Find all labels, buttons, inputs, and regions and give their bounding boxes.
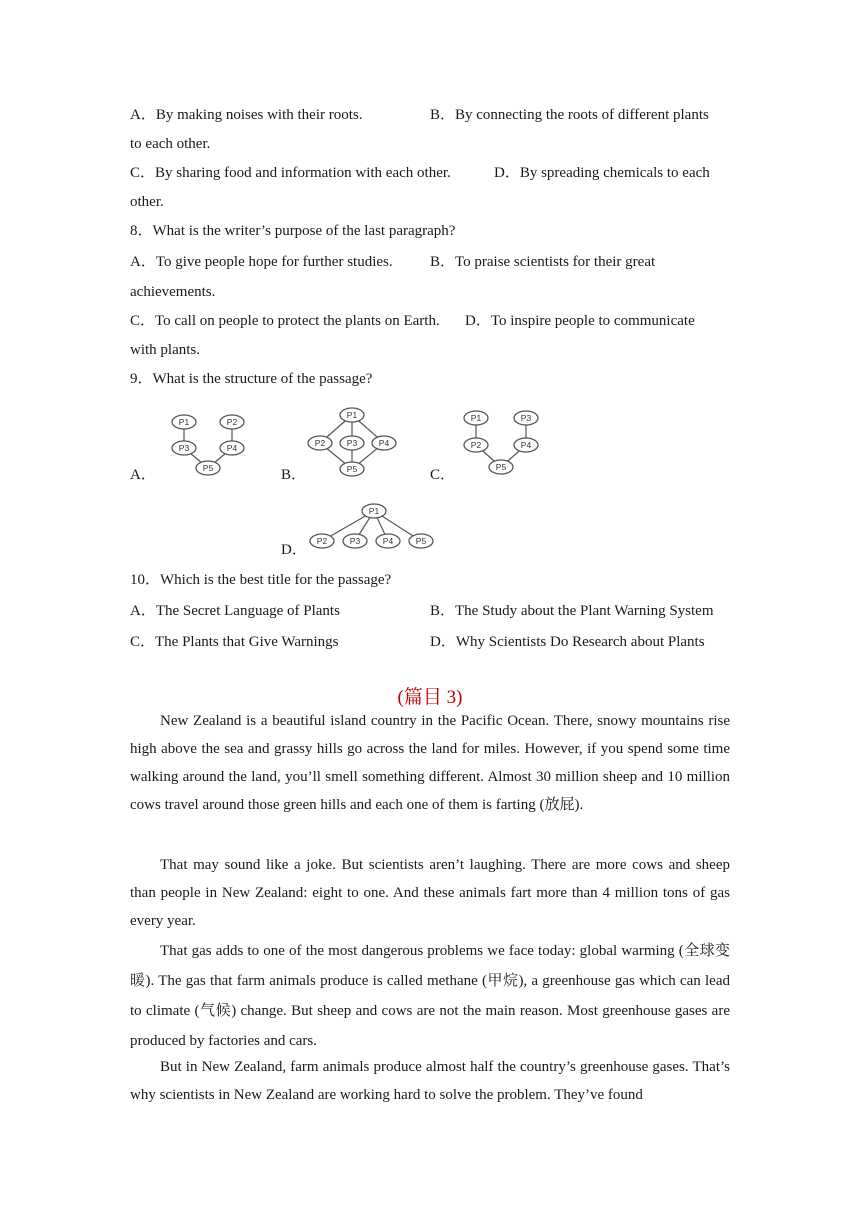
q9-label-d: D．: [281, 542, 307, 558]
diagram-b-node-p2: P2: [314, 438, 326, 448]
q8-option-b-cont: achievements.: [130, 284, 216, 300]
q10-option-b: B．The Study about the Plant Warning System: [430, 603, 714, 619]
q10-question: 10．Which is the best title for the passage?: [130, 572, 392, 588]
diagram-c-node-p3: P3: [520, 413, 532, 423]
diagram-b-node-p1: P1: [346, 410, 358, 420]
diagram-c-node-p4: P4: [520, 440, 532, 450]
diagram-c-node-p1: P1: [470, 413, 482, 423]
diagram-d-node-p3: P3: [349, 536, 361, 546]
q7-option-d-cont: other.: [130, 194, 164, 210]
q9-label-b: B．: [281, 467, 307, 483]
diagram-c-node-p2: P2: [470, 440, 482, 450]
diagram-a-node-p5: P5: [202, 463, 214, 473]
q9-diagram-b: [302, 403, 402, 481]
q7-option-c: C．By sharing food and information with each other.: [130, 165, 451, 181]
q9-diagram-a: [168, 408, 248, 480]
q10-option-a: A．The Secret Language of Plants: [130, 603, 340, 619]
diagram-b-node-p3: P3: [346, 438, 358, 448]
q9-diagram-d: [306, 500, 436, 552]
diagram-d-node-p1: P1: [368, 506, 380, 516]
q7-option-b-cont: to each other.: [130, 136, 211, 152]
passage-paragraph-4: But in New Zealand, farm animals produce almost half the country’s greenhouse gases. That’s why scientists in New Zealand are working hard to solve the problem. They’ve found: [130, 1059, 730, 1103]
passage-paragraph-3: That gas adds to one of the most dangerous problems we face today: global warming (全球变暖). The gas that farm animals produce is called methane (甲烷), a greenhouse gas which can lead to climate (气候) change. But sheep and cows are not the main reason. Most greenhouse gases are produced by factories and cars.: [130, 943, 730, 1049]
diagram-a-node-p4: P4: [226, 443, 238, 453]
passage-paragraph-2: That may sound like a joke. But scientists aren’t laughing. There are more cows and sheep than people in New Zealand: eight to one. And these animals fart more than 4 million tons of gas every year.: [130, 857, 730, 929]
diagram-a-node-p1: P1: [178, 417, 190, 427]
q10-option-d: D．Why Scientists Do Research about Plants: [430, 634, 705, 650]
diagram-d-node-p4: P4: [382, 536, 394, 546]
q7-option-d: D．By spreading chemicals to each: [494, 165, 710, 181]
q8-option-d: D．To inspire people to communicate: [465, 313, 695, 329]
diagram-a-node-p3: P3: [178, 443, 190, 453]
diagram-c-node-p5: P5: [495, 462, 507, 472]
q8-option-d-cont: with plants.: [130, 342, 200, 358]
diagram-b-node-p4: P4: [378, 438, 390, 448]
q8-question: 8．What is the writer’s purpose of the last paragraph?: [130, 223, 456, 239]
q7-option-a: A．By making noises with their roots.: [130, 107, 363, 123]
passage-paragraph-1: New Zealand is a beautiful island country in the Pacific Ocean. There, snowy mountains rise high above the sea and grassy hills go across the land for miles. However, if you spend some time walking around the land, you’ll smell something different. Almost 30 million sheep and 10 million cows travel around those green hills and each one of them is farting (放屁).: [130, 713, 730, 813]
q7-option-b: B．By connecting the roots of different plants: [430, 107, 709, 123]
diagram-d-node-p5: P5: [415, 536, 427, 546]
diagram-d-node-p2: P2: [316, 536, 328, 546]
diagram-a-node-p2: P2: [226, 417, 238, 427]
q9-question: 9．What is the structure of the passage?: [130, 371, 373, 387]
q9-label-a: A．: [130, 467, 156, 483]
q9-label-c: C．: [430, 467, 456, 483]
section-heading: (篇目 3): [397, 687, 463, 708]
q8-option-a: A．To give people hope for further studies.: [130, 254, 393, 270]
q8-option-b: B．To praise scientists for their great: [430, 254, 656, 270]
q9-diagram-c: [458, 404, 544, 478]
q10-option-c: C．The Plants that Give Warnings: [130, 634, 339, 650]
diagram-b-node-p5: P5: [346, 464, 358, 474]
q8-option-c: C．To call on people to protect the plants on Earth.: [130, 313, 440, 329]
